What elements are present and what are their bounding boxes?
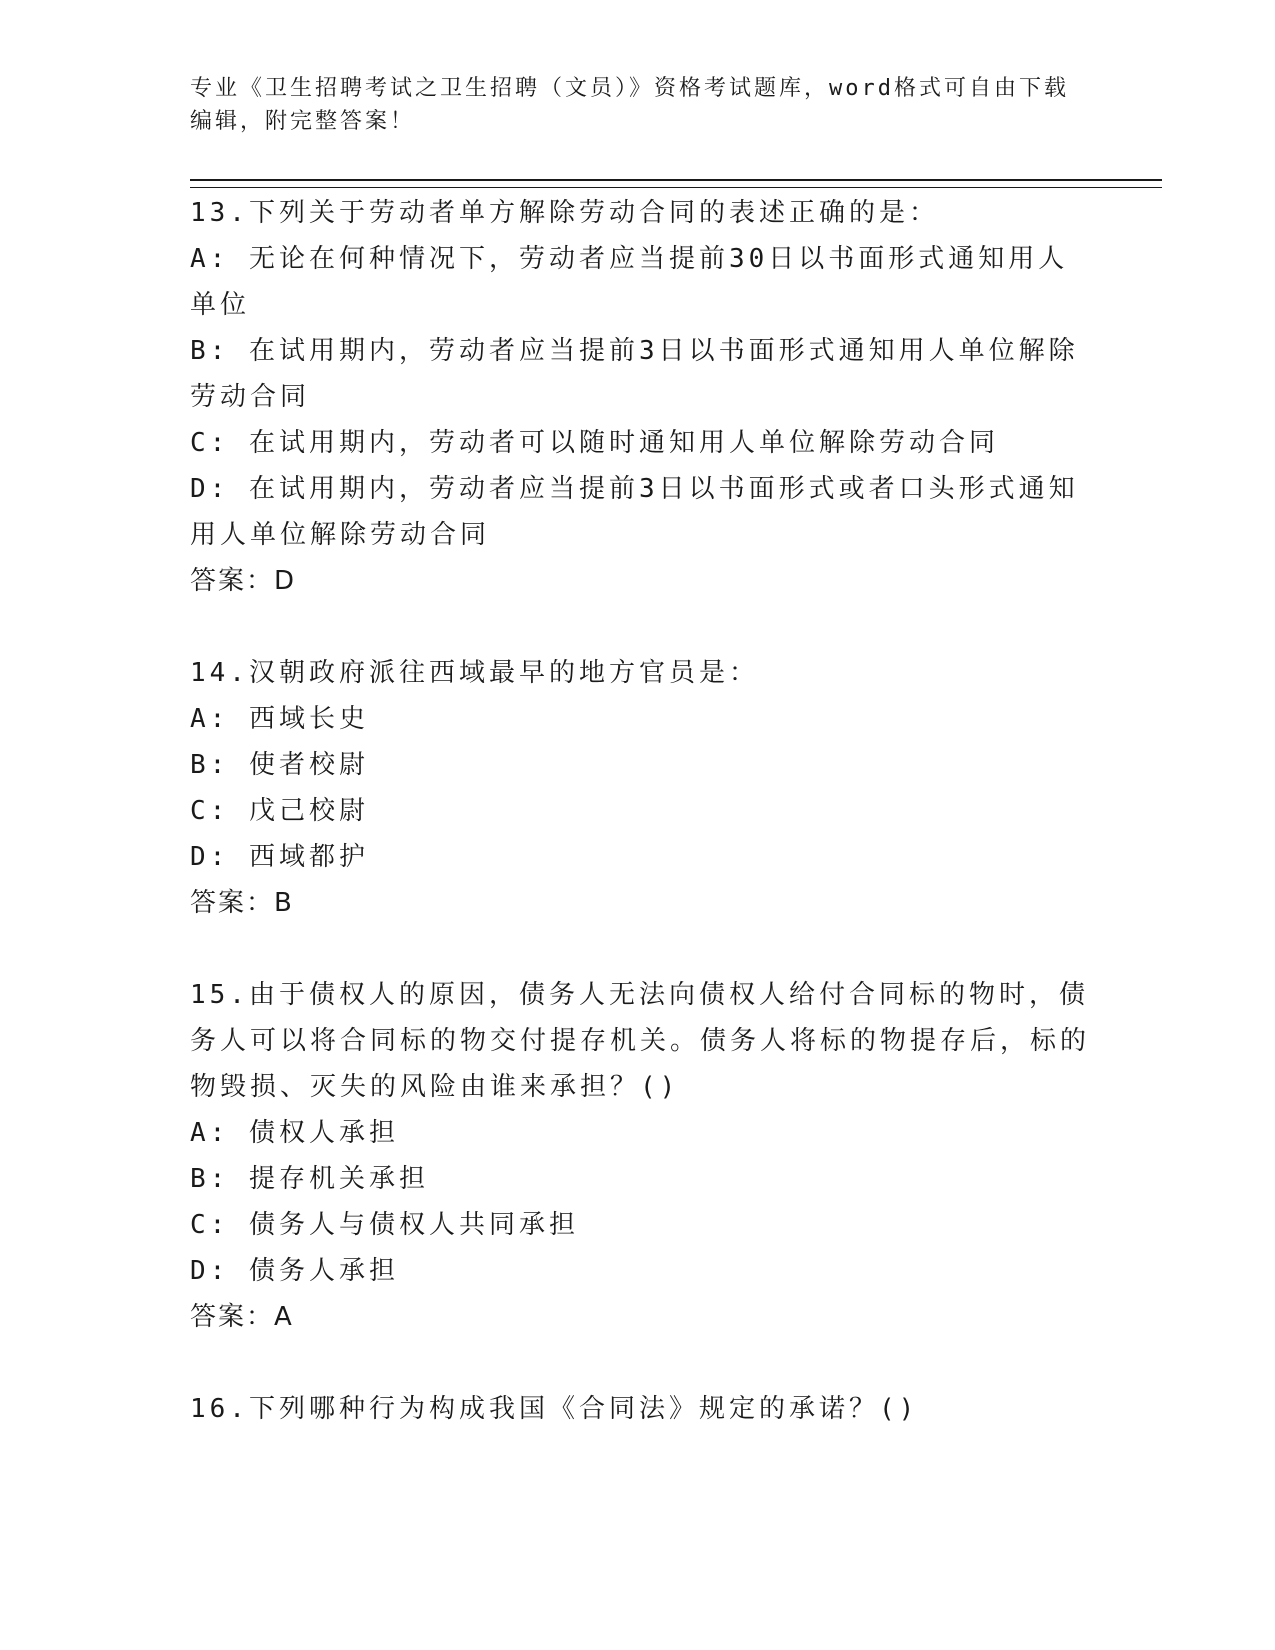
question-gap [190,604,1090,650]
header-divider [190,179,1162,188]
option-b [190,328,1090,420]
question-stem: 14.汉朝政府派往西域最早的地方官员是： [190,658,759,688]
option-a [190,236,1090,328]
question-15 [190,972,1090,1340]
option-d [190,466,1090,558]
option-c [190,788,1090,834]
option-text: 债务人与债权人共同承担 [248,1210,579,1240]
option-letter: A: [190,244,230,274]
document-header [190,72,1090,138]
option-text: 无论在何种情况下，劳动者应当提前30日以书面形式通知用人单位 [190,244,1069,320]
option-letter: D: [190,1256,230,1286]
option-text: 戊己校尉 [248,796,369,826]
option-letter: C: [190,796,230,826]
header-title: 专业《卫生招聘考试之卫生招聘（文员）》资格考试题库，word格式可自由下载编辑，附完整答案！ [190,76,1069,134]
question-gap [190,926,1090,972]
option-b [190,742,1090,788]
option-text: 提存机关承担 [248,1164,429,1194]
option-letter: B: [190,1164,230,1194]
option-text: 使者校尉 [248,750,369,780]
option-letter: B: [190,750,230,780]
option-letter: D: [190,474,230,504]
option-letter: C: [190,428,230,458]
option-text: 债务人承担 [248,1256,399,1286]
option-c [190,1202,1090,1248]
answer-line: 答案：B [190,888,294,918]
option-d [190,834,1090,880]
option-text: 西域都护 [248,842,369,872]
question-stem: 16.下列哪种行为构成我国《合同法》规定的承诺？() [190,1394,919,1424]
option-a [190,696,1090,742]
answer-line: 答案：A [190,1302,294,1332]
option-text: 在试用期内，劳动者应当提前3日以书面形式或者口头形式通知用人单位解除劳动合同 [190,474,1079,550]
option-text: 在试用期内，劳动者可以随时通知用人单位解除劳动合同 [248,428,999,458]
question-13 [190,190,1090,604]
answer-line: 答案：D [190,566,297,596]
question-gap [190,1340,1090,1386]
option-d [190,1248,1090,1294]
option-c [190,420,1090,466]
question-16 [190,1386,1090,1432]
option-letter: A: [190,704,230,734]
option-text: 西域长史 [248,704,369,734]
option-letter: D: [190,842,230,872]
question-stem: 15.由于债权人的原因，债务人无法向债权人给付合同标的物时，债务人可以将合同标的物交付提存机关。债务人将标的物提存后，标的物毁损、灭失的风险由谁来承担？() [190,980,1091,1102]
option-letter: A: [190,1118,230,1148]
option-a [190,1110,1090,1156]
option-text: 债权人承担 [248,1118,399,1148]
question-stem: 13.下列关于劳动者单方解除劳动合同的表述正确的是： [190,198,939,228]
question-14 [190,650,1090,926]
option-text: 在试用期内，劳动者应当提前3日以书面形式通知用人单位解除劳动合同 [190,336,1079,412]
question-list [190,190,1090,1432]
option-letter: C: [190,1210,230,1240]
option-letter: B: [190,336,230,366]
option-b [190,1156,1090,1202]
